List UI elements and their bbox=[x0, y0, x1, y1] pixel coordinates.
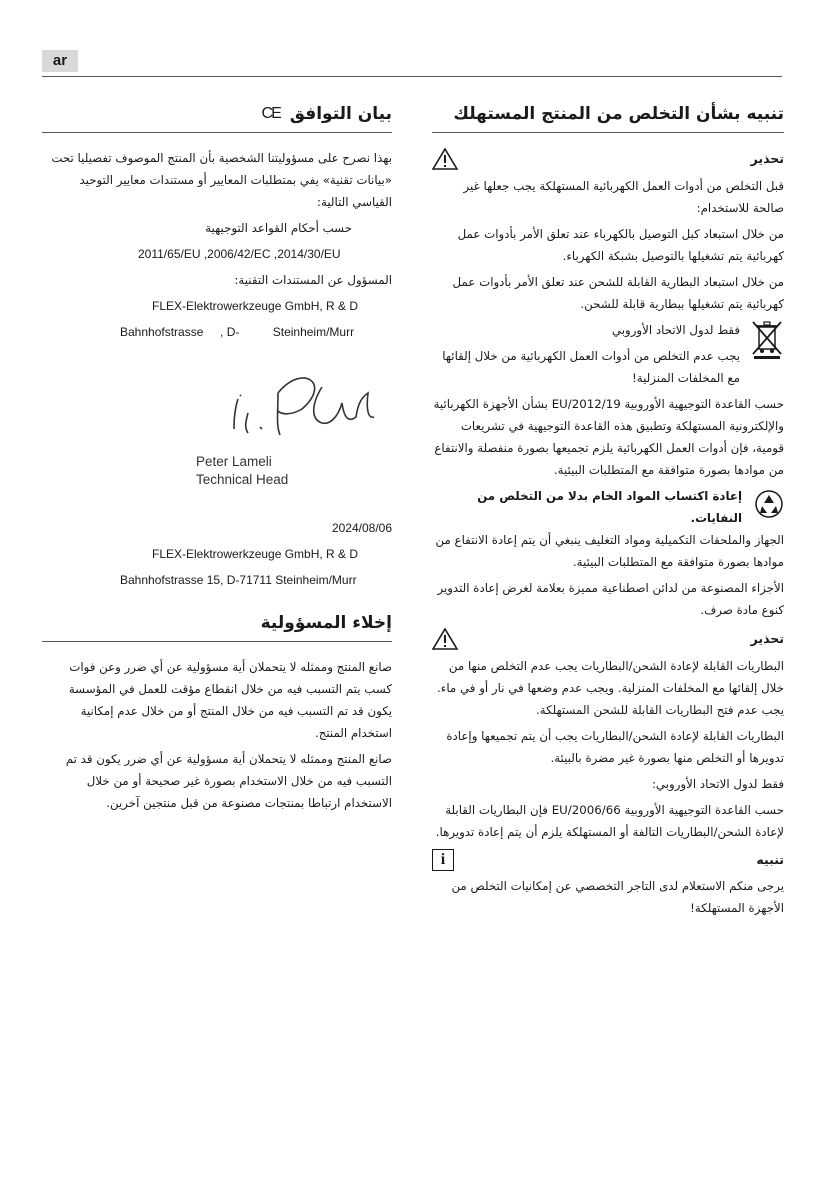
disposal-heading: تنبيه بشأن التخلص من المنتج المستهلك bbox=[432, 100, 784, 133]
weee-notice bbox=[432, 319, 784, 393]
paragraph: من خلال استبعاد البطارية القابلة للشحن عند تعلق الأمر بأدوات عمل كهربائية يتم تشغيلها ببطارية قابلة للشحن. bbox=[452, 275, 784, 311]
note-header bbox=[432, 849, 784, 871]
paragraph: من خلال استبعاد كبل التوصيل بالكهرباء عند تعلق الأمر بأدوات عمل كهربائية يتم تشغيلها بالتوصيل بشبكة الكهرباء. bbox=[457, 227, 784, 263]
paragraph: البطاريات القابلة لإعادة الشحن/البطاريات يجب أن يتم تجميعها وإعادة تدويرها أو التخلص منها بصورة غير مضرة بالبيئة. bbox=[446, 729, 784, 765]
paragraph: البطاريات القابلة لإعادة الشحن/البطاريات يجب عدم التخلص منها من خلال إلقائها مع المخلفات المنزلية. ويجب عدم وضعها في نار أو في ماء. يجب عدم فتح البطاريات القابلة للشحن المستهلكة. bbox=[437, 659, 784, 717]
conformity-heading bbox=[42, 100, 392, 133]
declaration-date: 2024/08/06 bbox=[331, 521, 392, 535]
paragraph: الأجزاء المصنوعة من لدائن اصطناعية مميزة بعلامة لغرض إعادة التدوير كنوع مادة صرف. bbox=[437, 581, 784, 617]
warning-triangle-icon bbox=[432, 147, 458, 171]
header-rule bbox=[42, 76, 782, 77]
note-label: تنبيه bbox=[756, 852, 784, 867]
crossed-bin-icon bbox=[750, 319, 784, 359]
warning-triangle-icon bbox=[432, 627, 458, 651]
paragraph: حسب أحكام القواعد التوجيهية bbox=[205, 221, 352, 235]
paragraph: المسؤول عن المستندات التقنية: bbox=[234, 273, 392, 287]
paragraph: حسب القاعدة التوجيهية الأوروبية 2006/66/EU فإن البطاريات القابلة لإعادة الشحن/البطاريات التالفة أو المستهلكة يلزم أن يتم إعادة تدويرها. bbox=[435, 803, 784, 839]
warning-header-2 bbox=[432, 627, 784, 651]
conformity-title: بيان التوافق bbox=[289, 104, 392, 124]
paragraph: يجب عدم التخلص من أدوات العمل الكهربائية من خلال إلقائها مع المخلفات المنزلية! bbox=[442, 349, 740, 385]
info-icon: i bbox=[432, 849, 454, 871]
disposal-column bbox=[432, 100, 784, 923]
company-address: Bahnhofstrasse , D- Steinheim/Murr bbox=[120, 325, 355, 339]
ce-mark-icon: CE bbox=[261, 105, 280, 122]
warning-label: تحذير bbox=[750, 151, 784, 166]
recycle-icon bbox=[754, 489, 784, 519]
warning-header-1 bbox=[432, 147, 784, 171]
company-name: FLEX-Elektrowerkzeuge GmbH, R & D bbox=[152, 299, 359, 313]
disclaimer-heading: إخلاء المسؤولية bbox=[42, 609, 392, 642]
eu-only-label: فقط لدول الاتحاد الأوروبي bbox=[611, 323, 740, 337]
signature-image bbox=[182, 353, 422, 453]
paragraph: حسب القاعدة التوجيهية الأوروبية 2012/19/EU بشأن الأجهزة الكهربائية والإلكترونية المستهلكة وتطبيق هذه القاعدة التوجيهية في تشريعات قومية، فإن أدوات العمل الكهربائية يلزم تجميعها بصورة منفصلة والانتفاع من موادها بصورة متوافقة مع المتطلبات البيئية. bbox=[433, 397, 784, 477]
eu-only-label: فقط لدول الاتحاد الأوروبي: bbox=[651, 777, 784, 791]
signer-name: Peter Lameli bbox=[196, 454, 272, 469]
company-name: FLEX-Elektrowerkzeuge GmbH, R & D bbox=[152, 547, 359, 561]
paragraph: يرجى منكم الاستعلام لدى التاجر التخصصي عن إمكانيات التخلص من الأجهزة المستهلكة! bbox=[451, 879, 784, 915]
paragraph: بهذا نصرح على مسؤوليتنا الشخصية بأن المنتج الموصوف تفصيليا تحت «بيانات تقنية» يفي بمتطلبات المعايير أو مستندات معايير التوحيد القياسي التالية: bbox=[51, 151, 392, 209]
recycle-notice bbox=[432, 485, 784, 529]
signature bbox=[42, 353, 392, 453]
signer-title: Technical Head bbox=[196, 472, 289, 487]
paragraph: صانع المنتج وممثله لا يتحملان أية مسؤولية عن أي ضرر وعن فوات كسب يتم التسبب فيه من خلال انقطاع مؤقت للعمل في المؤسسة يكون قد تم التسبب فيه من خلال المنتج أو من خلال عدم إمكانية استخدام المنتج. bbox=[68, 660, 392, 740]
paragraph: صانع المنتج وممثله لا يتحملان أية مسؤولية عن أي ضرر يكون قد تم التسبب فيه من خلال الاستخدام بصورة غير صحيحة أو من خلال الاستخدام ارتباطا بمنتجات مصنوعة من قبل منتجين آخرين. bbox=[65, 752, 392, 810]
company-address: Bahnhofstrasse 15, D-71711 Steinheim/Murr bbox=[120, 573, 357, 587]
paragraph: الجهاز والملحقات التكميلية ومواد التغليف ينبغي أن يتم إعادة الانتفاع من موادها بصورة متوافقة مع المتطلبات البيئية. bbox=[435, 533, 784, 569]
warning-label: تحذير bbox=[750, 631, 784, 646]
language-badge: ar bbox=[42, 50, 78, 72]
conformity-column bbox=[42, 100, 392, 818]
directive-list: 2011/65/EU ,2006/42/EC ,2014/30/EU bbox=[138, 247, 341, 261]
recycle-heading: إعادة اكتساب المواد الخام بدلا من التخلص من النفايات. bbox=[477, 489, 742, 525]
paragraph: قبل التخلص من أدوات العمل الكهربائية المستهلكة يجب جعلها غير صالحة للاستخدام: bbox=[463, 179, 784, 215]
